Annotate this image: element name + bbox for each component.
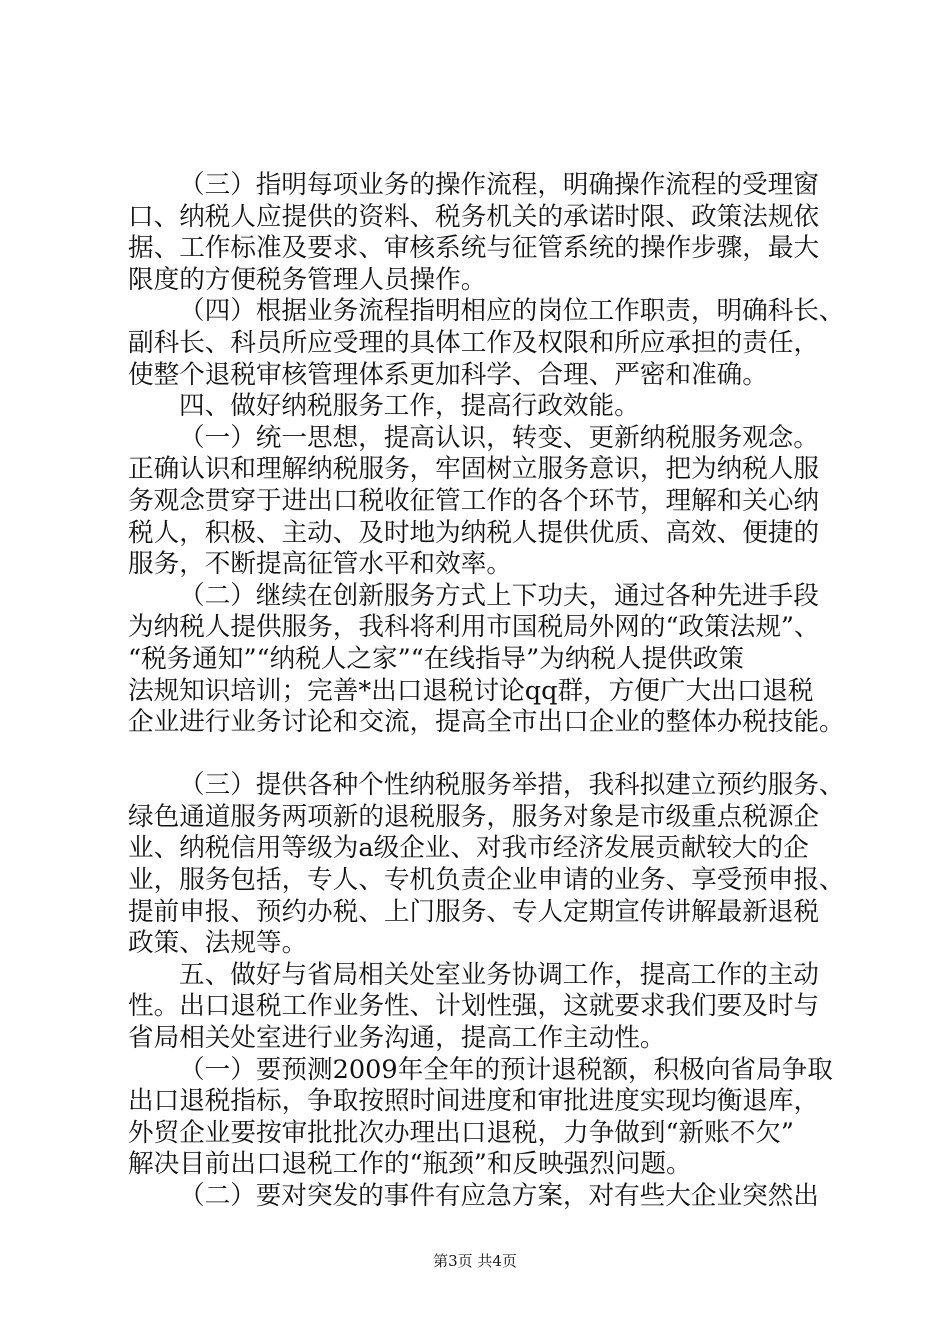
paragraph-line: 出口退税指标，争取按照时间进度和审批进度实现均衡退库，	[128, 1086, 820, 1117]
paragraph-line: （一）统一思想，提高认识，转变、更新纳税服务观念。	[179, 422, 819, 453]
paragraph-line: （二）继续在创新服务方式上下功夫，通过各种先进手段	[179, 580, 819, 611]
paragraph-line: 据、工作标准及要求、审核系统与征管系统的操作步骤，最大	[128, 233, 820, 264]
paragraph-line: 法规知识培训；完善*出口退税讨论qq群，方便广大出口退税	[128, 675, 814, 706]
paragraph-line: （三）提供各种个性纳税服务举措，我科拟建立预约服务、	[179, 770, 845, 801]
paragraph-line: 政策、法规等。	[128, 928, 308, 959]
paragraph-line: 业、纳税信用等级为a级企业、对我市经济发展贡献较大的企	[128, 833, 809, 864]
paragraph-line: “税务通知”“纳税人之家”“在线指导”为纳税人提供政策	[128, 643, 744, 674]
paragraph-line: 限度的方便税务管理人员操作。	[128, 264, 487, 295]
blank-line	[128, 739, 828, 771]
paragraph-line: （二）要对突发的事件有应急方案，对有些大企业突然出	[179, 1181, 819, 1211]
paragraph-line: （三）指明每项业务的操作流程，明确操作流程的受理窗	[179, 170, 819, 200]
paragraph-line: 外贸企业要按审批批次办理出口退税，力争做到“新账不欠”	[128, 1117, 795, 1148]
paragraph-line: 为纳税人提供服务，我科将利用市国税局外网的“政策法规”、	[128, 612, 820, 643]
paragraph-line: 企业进行业务讨论和交流，提高全市出口企业的整体办税技能。	[128, 707, 845, 738]
paragraph-line: 性。出口退税工作业务性、计划性强，这就要求我们要及时与	[128, 991, 820, 1022]
paragraph-line: 解决目前出口退税工作的“瓶颈”和反映强烈问题。	[128, 1149, 692, 1180]
paragraph-line: 服务，不断提高征管水平和效率。	[128, 549, 512, 580]
paragraph-line: 提前申报、预约办税、上门服务、专人定期宣传讲解最新退税	[128, 896, 820, 927]
section-heading: 五、做好与省局相关处室业务协调工作，提高工作的主动	[179, 959, 819, 990]
paragraph-line: 使整个退税审核管理体系更加科学、合理、严密和准确。	[128, 359, 768, 390]
paragraph-line: 税人，积极、主动、及时地为纳税人提供优质、高效、便捷的	[128, 517, 820, 548]
section-heading: 四、做好纳税服务工作，提高行政效能。	[179, 391, 640, 422]
paragraph-line: 口、纳税人应提供的资料、税务机关的承诺时限、政策法规依	[128, 201, 820, 232]
paragraph-line: 绿色通道服务两项新的退税服务，服务对象是市级重点税源企	[128, 801, 820, 832]
paragraph-line: 务观念贯穿于进出口税收征管工作的各个环节，理解和关心纳	[128, 485, 820, 516]
paragraph-line: 业，服务包括，专人、专机负责企业申请的业务、享受预申报、	[128, 865, 845, 896]
paragraph-line: 正确认识和理解纳税服务，牢固树立服务意识，把为纳税人服	[128, 454, 820, 485]
page-number: 第3页 共4页	[433, 1252, 517, 1270]
paragraph-line: 副科长、科员所应受理的具体工作及权限和所应承担的责任，	[128, 327, 820, 358]
paragraph-line: （四）根据业务流程指明相应的岗位工作职责，明确科长、	[179, 296, 845, 327]
paragraph-line: 省局相关处室进行业务沟通，提高工作主动性。	[128, 1023, 666, 1054]
paragraph-line: （一）要预测2009年全年的预计退税额，积极向省局争取	[179, 1054, 833, 1085]
document-body	[128, 170, 845, 1213]
